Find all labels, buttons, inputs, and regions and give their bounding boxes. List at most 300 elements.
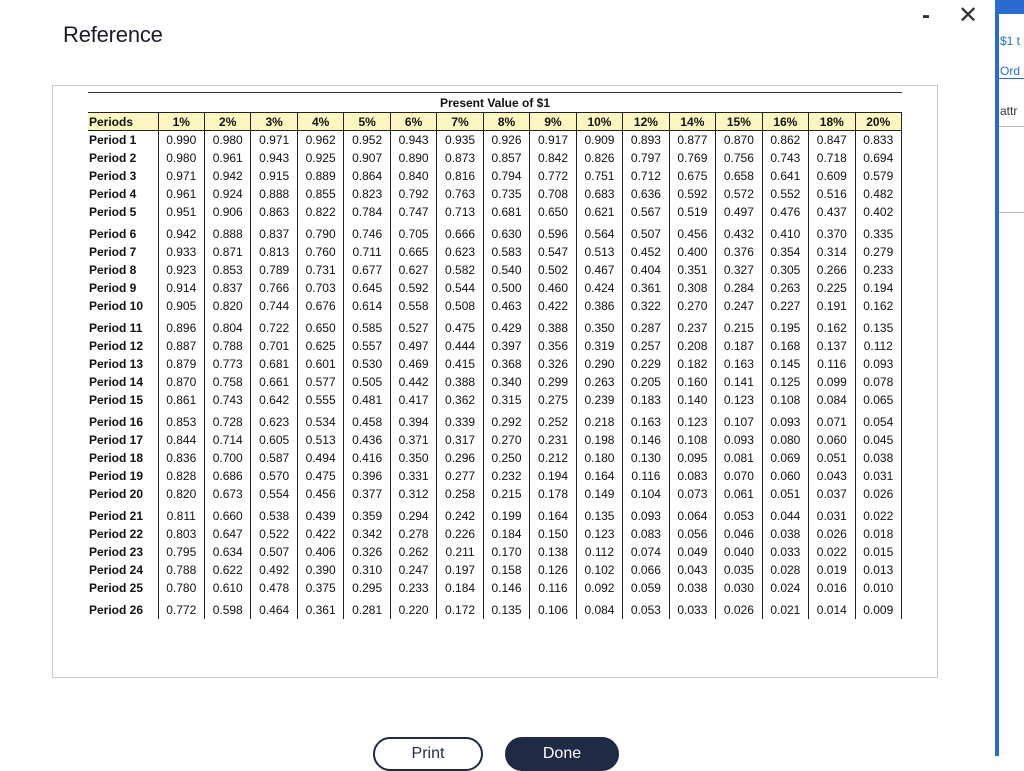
- pv-factor-cell: 0.861: [158, 391, 204, 409]
- pv-factor-cell: 0.888: [204, 225, 250, 243]
- pv-factor-cell: 0.138: [530, 543, 576, 561]
- pv-factor-cell: 0.102: [576, 561, 622, 579]
- pv-factor-cell: 0.601: [297, 355, 343, 373]
- pv-factor-cell: 0.980: [204, 131, 250, 150]
- pv-factor-cell: 0.046: [716, 525, 762, 543]
- pv-factor-cell: 0.700: [204, 449, 250, 467]
- pv-factor-cell: 0.397: [483, 337, 529, 355]
- pv-factor-cell: 0.026: [809, 525, 855, 543]
- pv-factor-cell: 0.038: [855, 449, 901, 467]
- pv-factor-cell: 0.728: [204, 413, 250, 431]
- table-row: [88, 449, 902, 467]
- pv-factor-cell: 0.038: [669, 579, 715, 597]
- table-row: [88, 373, 902, 391]
- pv-factor-cell: 0.623: [251, 413, 297, 431]
- pv-factor-cell: 0.675: [669, 167, 715, 185]
- column-header-rate: 15%: [716, 113, 762, 131]
- pv-factor-cell: 0.887: [158, 337, 204, 355]
- pv-factor-cell: 0.279: [855, 243, 901, 261]
- pv-factor-cell: 0.317: [437, 431, 483, 449]
- pv-factor-cell: 0.116: [809, 355, 855, 373]
- pv-factor-cell: 0.795: [158, 543, 204, 561]
- pv-factor-cell: 0.326: [344, 543, 390, 561]
- pv-factor-cell: 0.507: [251, 543, 297, 561]
- pv-factor-cell: 0.552: [762, 185, 808, 203]
- pv-factor-cell: 0.743: [204, 391, 250, 409]
- pv-factor-cell: 0.915: [251, 167, 297, 185]
- pv-factor-cell: 0.961: [204, 149, 250, 167]
- pv-factor-cell: 0.099: [809, 373, 855, 391]
- pv-factor-cell: 0.475: [297, 467, 343, 485]
- pv-factor-cell: 0.743: [762, 149, 808, 167]
- pv-factor-cell: 0.024: [762, 579, 808, 597]
- column-header-rate: 8%: [483, 113, 529, 131]
- pv-factor-cell: 0.071: [809, 413, 855, 431]
- column-header-rate: 3%: [251, 113, 297, 131]
- period-label: Period 1: [88, 131, 158, 150]
- column-header-rate: 2%: [204, 113, 250, 131]
- pv-factor-cell: 0.893: [623, 131, 669, 150]
- done-button[interactable]: Done: [505, 737, 619, 771]
- pv-factor-cell: 0.681: [251, 355, 297, 373]
- pv-factor-cell: 0.326: [530, 355, 576, 373]
- pv-factor-cell: 0.971: [158, 167, 204, 185]
- pv-factor-cell: 0.769: [669, 149, 715, 167]
- column-header-rate: 7%: [437, 113, 483, 131]
- minimize-icon[interactable]: -: [922, 2, 930, 29]
- pv-factor-cell: 0.665: [390, 243, 436, 261]
- background-text-1: $1 t: [1000, 34, 1021, 48]
- pv-factor-cell: 0.896: [158, 319, 204, 337]
- pv-factor-cell: 0.855: [297, 185, 343, 203]
- pv-factor-cell: 0.270: [669, 297, 715, 315]
- pv-factor-cell: 0.060: [809, 431, 855, 449]
- pv-factor-cell: 0.044: [762, 507, 808, 525]
- pv-factor-cell: 0.436: [344, 431, 390, 449]
- pv-factor-cell: 0.263: [576, 373, 622, 391]
- pv-factor-cell: 0.463: [483, 297, 529, 315]
- pv-factor-cell: 0.645: [344, 279, 390, 297]
- pv-factor-cell: 0.290: [576, 355, 622, 373]
- pv-factor-cell: 0.037: [809, 485, 855, 503]
- pv-factor-cell: 0.582: [437, 261, 483, 279]
- pv-factor-cell: 0.108: [669, 431, 715, 449]
- pv-factor-cell: 0.630: [483, 225, 529, 243]
- pv-factor-cell: 0.797: [623, 149, 669, 167]
- pv-factor-cell: 0.507: [623, 225, 669, 243]
- pv-factor-cell: 0.226: [437, 525, 483, 543]
- pv-factor-cell: 0.060: [762, 467, 808, 485]
- pv-factor-cell: 0.035: [716, 561, 762, 579]
- pv-factor-cell: 0.233: [855, 261, 901, 279]
- pv-factor-cell: 0.820: [158, 485, 204, 503]
- pv-factor-cell: 0.415: [437, 355, 483, 373]
- pv-factor-cell: 0.033: [669, 601, 715, 619]
- pv-factor-cell: 0.069: [762, 449, 808, 467]
- pv-factor-cell: 0.019: [809, 561, 855, 579]
- pv-factor-cell: 0.074: [623, 543, 669, 561]
- pv-factor-cell: 0.482: [855, 185, 901, 203]
- pv-factor-cell: 0.394: [390, 413, 436, 431]
- pv-factor-cell: 0.579: [855, 167, 901, 185]
- pv-factor-cell: 0.093: [762, 413, 808, 431]
- pv-factor-cell: 0.497: [390, 337, 436, 355]
- pv-factor-cell: 0.816: [437, 167, 483, 185]
- pv-factor-cell: 0.676: [297, 297, 343, 315]
- pv-factor-cell: 0.388: [530, 319, 576, 337]
- reference-table-panel[interactable]: [52, 85, 938, 678]
- pv-factor-cell: 0.943: [390, 131, 436, 150]
- pv-factor-cell: 0.215: [483, 485, 529, 503]
- pv-factor-cell: 0.813: [251, 243, 297, 261]
- pv-factor-cell: 0.538: [251, 507, 297, 525]
- pv-factor-cell: 0.163: [716, 355, 762, 373]
- period-label: Period 22: [88, 525, 158, 543]
- pv-factor-cell: 0.587: [251, 449, 297, 467]
- pv-factor-cell: 0.540: [483, 261, 529, 279]
- table-row: [88, 185, 902, 203]
- pv-factor-cell: 0.564: [576, 225, 622, 243]
- dialog-title: Reference: [63, 22, 163, 47]
- pv-factor-cell: 0.059: [623, 579, 669, 597]
- period-label: Period 14: [88, 373, 158, 391]
- pv-factor-cell: 0.284: [716, 279, 762, 297]
- pv-factor-cell: 0.031: [855, 467, 901, 485]
- pv-factor-cell: 0.410: [762, 225, 808, 243]
- pv-factor-cell: 0.375: [297, 579, 343, 597]
- pv-factor-cell: 0.266: [809, 261, 855, 279]
- pv-factor-cell: 0.312: [390, 485, 436, 503]
- pv-factor-cell: 0.889: [297, 167, 343, 185]
- pv-factor-cell: 0.287: [623, 319, 669, 337]
- pv-factor-cell: 0.522: [251, 525, 297, 543]
- pv-factor-cell: 0.140: [669, 391, 715, 409]
- pv-factor-cell: 0.917: [530, 131, 576, 150]
- pv-factor-cell: 0.212: [530, 449, 576, 467]
- pv-factor-cell: 0.444: [437, 337, 483, 355]
- column-header-rate: 12%: [623, 113, 669, 131]
- table-row: [88, 243, 902, 261]
- pv-factor-cell: 0.233: [390, 579, 436, 597]
- pv-factor-cell: 0.108: [762, 391, 808, 409]
- print-button[interactable]: Print: [373, 737, 483, 771]
- pv-factor-cell: 0.180: [576, 449, 622, 467]
- pv-factor-cell: 0.570: [251, 467, 297, 485]
- column-header-rate: 1%: [158, 113, 204, 131]
- table-row: [88, 225, 902, 243]
- pv-factor-cell: 0.701: [251, 337, 297, 355]
- pv-factor-cell: 0.756: [716, 149, 762, 167]
- pv-factor-cell: 0.045: [855, 431, 901, 449]
- pv-factor-cell: 0.803: [158, 525, 204, 543]
- pv-factor-cell: 0.104: [623, 485, 669, 503]
- pv-factor-cell: 0.828: [158, 467, 204, 485]
- pv-factor-cell: 0.923: [158, 261, 204, 279]
- pv-factor-cell: 0.789: [251, 261, 297, 279]
- pv-factor-cell: 0.772: [158, 601, 204, 619]
- period-label: Period 16: [88, 413, 158, 431]
- pv-factor-cell: 0.070: [716, 467, 762, 485]
- pv-factor-cell: 0.636: [623, 185, 669, 203]
- period-label: Period 20: [88, 485, 158, 503]
- pv-factor-cell: 0.422: [530, 297, 576, 315]
- pv-factor-cell: 0.123: [576, 525, 622, 543]
- pv-factor-cell: 0.295: [344, 579, 390, 597]
- pv-factor-cell: 0.500: [483, 279, 529, 297]
- table-row: [88, 203, 902, 221]
- pv-factor-cell: 0.123: [669, 413, 715, 431]
- table-caption: Present Value of $1: [439, 96, 551, 110]
- pv-factor-cell: 0.237: [669, 319, 715, 337]
- pv-factor-cell: 0.476: [762, 203, 808, 221]
- pv-factor-cell: 0.009: [855, 601, 901, 619]
- pv-factor-cell: 0.458: [344, 413, 390, 431]
- period-label: Period 5: [88, 203, 158, 221]
- pv-factor-cell: 0.038: [762, 525, 808, 543]
- pv-factor-cell: 0.634: [204, 543, 250, 561]
- column-header-rate: 20%: [855, 113, 901, 131]
- pv-factor-cell: 0.758: [204, 373, 250, 391]
- pv-factor-cell: 0.864: [344, 167, 390, 185]
- pv-factor-cell: 0.577: [297, 373, 343, 391]
- pv-factor-cell: 0.788: [204, 337, 250, 355]
- pv-factor-cell: 0.319: [576, 337, 622, 355]
- pv-factor-cell: 0.043: [669, 561, 715, 579]
- pv-factor-cell: 0.191: [809, 297, 855, 315]
- pv-factor-cell: 0.227: [762, 297, 808, 315]
- pv-factor-cell: 0.362: [437, 391, 483, 409]
- pv-factor-cell: 0.650: [297, 319, 343, 337]
- pv-factor-cell: 0.641: [762, 167, 808, 185]
- pv-factor-cell: 0.049: [669, 543, 715, 561]
- table-row: [88, 355, 902, 373]
- pv-factor-cell: 0.686: [204, 467, 250, 485]
- close-icon[interactable]: ✕: [958, 2, 979, 29]
- table-row: [88, 413, 902, 431]
- period-label: Period 9: [88, 279, 158, 297]
- pv-factor-cell: 0.137: [809, 337, 855, 355]
- pv-factor-cell: 0.694: [855, 149, 901, 167]
- pv-factor-cell: 0.714: [204, 431, 250, 449]
- pv-factor-cell: 0.013: [855, 561, 901, 579]
- pv-factor-cell: 0.751: [576, 167, 622, 185]
- pv-factor-cell: 0.478: [251, 579, 297, 597]
- pv-factor-cell: 0.051: [762, 485, 808, 503]
- pv-factor-cell: 0.794: [483, 167, 529, 185]
- pv-factor-cell: 0.262: [390, 543, 436, 561]
- pv-factor-cell: 0.178: [530, 485, 576, 503]
- column-header-periods: Periods: [88, 113, 158, 131]
- table-row: [88, 601, 902, 619]
- pv-factor-cell: 0.095: [669, 449, 715, 467]
- pv-factor-cell: 0.123: [716, 391, 762, 409]
- pv-factor-cell: 0.712: [623, 167, 669, 185]
- table-row: [88, 167, 902, 185]
- pv-factor-cell: 0.870: [158, 373, 204, 391]
- pv-factor-cell: 0.305: [762, 261, 808, 279]
- pv-factor-cell: 0.093: [855, 355, 901, 373]
- pv-factor-cell: 0.888: [251, 185, 297, 203]
- period-label: Period 4: [88, 185, 158, 203]
- pv-factor-cell: 0.162: [809, 319, 855, 337]
- pv-factor-cell: 0.141: [716, 373, 762, 391]
- pv-factor-cell: 0.804: [204, 319, 250, 337]
- pv-factor-cell: 0.400: [669, 243, 715, 261]
- pv-factor-cell: 0.310: [344, 561, 390, 579]
- pv-factor-cell: 0.773: [204, 355, 250, 373]
- pv-factor-cell: 0.112: [855, 337, 901, 355]
- pv-factor-cell: 0.508: [437, 297, 483, 315]
- pv-factor-cell: 0.112: [576, 543, 622, 561]
- pv-factor-cell: 0.242: [437, 507, 483, 525]
- pv-factor-cell: 0.342: [344, 525, 390, 543]
- pv-factor-cell: 0.388: [437, 373, 483, 391]
- pv-factor-cell: 0.081: [716, 449, 762, 467]
- pv-factor-cell: 0.145: [762, 355, 808, 373]
- pv-factor-cell: 0.926: [483, 131, 529, 150]
- pv-factor-cell: 0.163: [623, 413, 669, 431]
- pv-factor-cell: 0.195: [762, 319, 808, 337]
- pv-factor-cell: 0.467: [576, 261, 622, 279]
- pv-factor-cell: 0.744: [251, 297, 297, 315]
- table-row: [88, 561, 902, 579]
- period-label: Period 21: [88, 507, 158, 525]
- table-row: [88, 543, 902, 561]
- pv-factor-cell: 0.184: [437, 579, 483, 597]
- pv-factor-cell: 0.194: [530, 467, 576, 485]
- period-label: Period 17: [88, 431, 158, 449]
- pv-factor-cell: 0.376: [716, 243, 762, 261]
- pv-factor-cell: 0.340: [483, 373, 529, 391]
- pv-factor-cell: 0.661: [251, 373, 297, 391]
- pv-factor-cell: 0.703: [297, 279, 343, 297]
- pv-factor-cell: 0.513: [576, 243, 622, 261]
- pv-factor-cell: 0.170: [483, 543, 529, 561]
- table-header-row: [88, 113, 902, 131]
- pv-factor-cell: 0.162: [855, 297, 901, 315]
- pv-factor-cell: 0.270: [483, 431, 529, 449]
- pv-factor-cell: 0.126: [530, 561, 576, 579]
- pv-factor-cell: 0.980: [158, 149, 204, 167]
- pv-factor-cell: 0.598: [204, 601, 250, 619]
- column-header-rate: 5%: [344, 113, 390, 131]
- pv-factor-cell: 0.823: [344, 185, 390, 203]
- table-row: [88, 319, 902, 337]
- pv-factor-cell: 0.164: [576, 467, 622, 485]
- pv-factor-cell: 0.596: [530, 225, 576, 243]
- table-top-rule: [88, 92, 902, 93]
- pv-factor-cell: 0.909: [576, 131, 622, 150]
- pv-factor-cell: 0.763: [437, 185, 483, 203]
- pv-factor-cell: 0.215: [716, 319, 762, 337]
- pv-factor-cell: 0.083: [669, 467, 715, 485]
- period-label: Period 10: [88, 297, 158, 315]
- pv-factor-cell: 0.386: [576, 297, 622, 315]
- pv-factor-cell: 0.054: [855, 413, 901, 431]
- table-wrapper: [88, 92, 902, 619]
- pv-factor-cell: 0.258: [437, 485, 483, 503]
- pv-factor-cell: 0.078: [855, 373, 901, 391]
- pv-factor-cell: 0.146: [623, 431, 669, 449]
- pv-factor-cell: 0.622: [204, 561, 250, 579]
- pv-factor-cell: 0.040: [716, 543, 762, 561]
- table-row: [88, 149, 902, 167]
- pv-factor-cell: 0.961: [158, 185, 204, 203]
- period-label: Period 26: [88, 601, 158, 619]
- pv-factor-cell: 0.583: [483, 243, 529, 261]
- pv-factor-cell: 0.456: [297, 485, 343, 503]
- pv-factor-cell: 0.146: [483, 579, 529, 597]
- pv-factor-cell: 0.871: [204, 243, 250, 261]
- pv-factor-cell: 0.475: [437, 319, 483, 337]
- pv-factor-cell: 0.906: [204, 203, 250, 221]
- pv-factor-cell: 0.647: [204, 525, 250, 543]
- pv-factor-cell: 0.623: [437, 243, 483, 261]
- pv-factor-cell: 0.530: [344, 355, 390, 373]
- period-label: Period 19: [88, 467, 158, 485]
- pv-factor-cell: 0.064: [669, 507, 715, 525]
- pv-factor-cell: 0.951: [158, 203, 204, 221]
- background-text-2: Ord: [1000, 64, 1021, 78]
- pv-factor-cell: 0.053: [716, 507, 762, 525]
- pv-factor-cell: 0.494: [297, 449, 343, 467]
- pv-factor-cell: 0.746: [344, 225, 390, 243]
- period-label: Period 18: [88, 449, 158, 467]
- period-label: Period 3: [88, 167, 158, 185]
- pv-factor-cell: 0.718: [809, 149, 855, 167]
- pv-factor-cell: 0.836: [158, 449, 204, 467]
- pv-factor-cell: 0.051: [809, 449, 855, 467]
- table-row: [88, 485, 902, 503]
- pv-factor-cell: 0.557: [344, 337, 390, 355]
- pv-factor-cell: 0.356: [530, 337, 576, 355]
- pv-factor-cell: 0.404: [623, 261, 669, 279]
- pv-factor-cell: 0.417: [390, 391, 436, 409]
- pv-factor-cell: 0.339: [437, 413, 483, 431]
- pv-factor-cell: 0.116: [530, 579, 576, 597]
- pv-factor-cell: 0.080: [762, 431, 808, 449]
- pv-factor-cell: 0.642: [251, 391, 297, 409]
- pv-factor-cell: 0.592: [669, 185, 715, 203]
- period-label: Period 2: [88, 149, 158, 167]
- pv-factor-cell: 0.609: [809, 167, 855, 185]
- pv-factor-cell: 0.610: [204, 579, 250, 597]
- pv-factor-cell: 0.106: [530, 601, 576, 619]
- pv-factor-cell: 0.971: [251, 131, 297, 150]
- pv-factor-cell: 0.084: [809, 391, 855, 409]
- pv-factor-cell: 0.030: [716, 579, 762, 597]
- pv-factor-cell: 0.315: [483, 391, 529, 409]
- table-row: [88, 337, 902, 355]
- background-divider-1: [999, 78, 1024, 79]
- pv-factor-cell: 0.231: [530, 431, 576, 449]
- pv-factor-cell: 0.853: [158, 413, 204, 431]
- pv-factor-cell: 0.164: [530, 507, 576, 525]
- pv-factor-cell: 0.766: [251, 279, 297, 297]
- pv-factor-cell: 0.502: [530, 261, 576, 279]
- pv-factor-cell: 0.158: [483, 561, 529, 579]
- right-header-bar: [999, 0, 1024, 14]
- pv-factor-cell: 0.847: [809, 131, 855, 150]
- pv-factor-cell: 0.416: [344, 449, 390, 467]
- background-divider-3: [999, 212, 1024, 213]
- pv-factor-cell: 0.439: [297, 507, 343, 525]
- pv-factor-cell: 0.135: [576, 507, 622, 525]
- pv-factor-cell: 0.437: [809, 203, 855, 221]
- pv-factor-cell: 0.811: [158, 507, 204, 525]
- pv-factor-cell: 0.351: [669, 261, 715, 279]
- table-row: [88, 261, 902, 279]
